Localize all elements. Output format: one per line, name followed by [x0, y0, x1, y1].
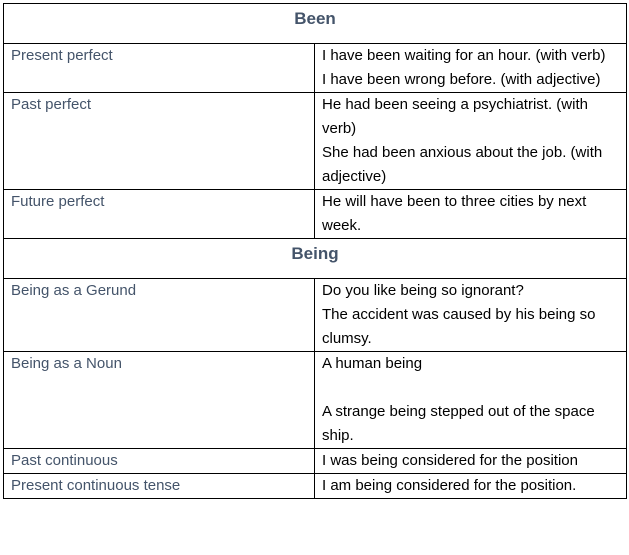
table-row: [4, 93, 627, 190]
usage-examples: [315, 474, 627, 499]
table-row: [4, 474, 627, 499]
usage-examples: [315, 449, 627, 474]
usage-label: Past perfect: [4, 93, 315, 190]
usage-examples: [315, 279, 627, 352]
example-sentence: He will have been to three cities by next week.: [322, 193, 587, 234]
usage-label: Present continuous tense: [4, 474, 315, 499]
table-row: [4, 190, 627, 239]
example-sentence: I was being considered for the position: [322, 452, 578, 469]
usage-label: Being as a Gerund: [4, 279, 315, 352]
blank-line: [322, 376, 620, 400]
example-sentence: I have been waiting for an hour. (with verb): [322, 47, 606, 64]
usage-label: Past continuous: [4, 449, 315, 474]
example-sentence: A human being: [322, 355, 423, 372]
example-sentence: He had been seeing a psychiatrist. (with verb): [322, 96, 588, 137]
section-heading-been: Been: [4, 4, 627, 44]
example-sentence: She had been anxious about the job. (with adjective): [322, 144, 603, 185]
table-row: [4, 449, 627, 474]
example-sentence: Do you like being so ignorant?: [322, 282, 524, 299]
usage-label: Being as a Noun: [4, 352, 315, 449]
been-being-usage-table: [3, 3, 627, 499]
section-header-row: [4, 239, 627, 279]
usage-examples: [315, 190, 627, 239]
example-sentence: A strange being stepped out of the space ship.: [322, 403, 595, 444]
usage-examples: [315, 44, 627, 93]
example-sentence: The accident was caused by his being so clumsy.: [322, 306, 596, 347]
table-row: [4, 279, 627, 352]
section-header-row: [4, 4, 627, 44]
usage-label: Future perfect: [4, 190, 315, 239]
usage-label: Present perfect: [4, 44, 315, 93]
section-heading-being: Being: [4, 239, 627, 279]
usage-examples: [315, 352, 627, 449]
table-row: [4, 44, 627, 93]
table-row: [4, 352, 627, 449]
example-sentence: I am being considered for the position.: [322, 477, 577, 494]
usage-examples: [315, 93, 627, 190]
example-sentence: I have been wrong before. (with adjective): [322, 71, 601, 88]
